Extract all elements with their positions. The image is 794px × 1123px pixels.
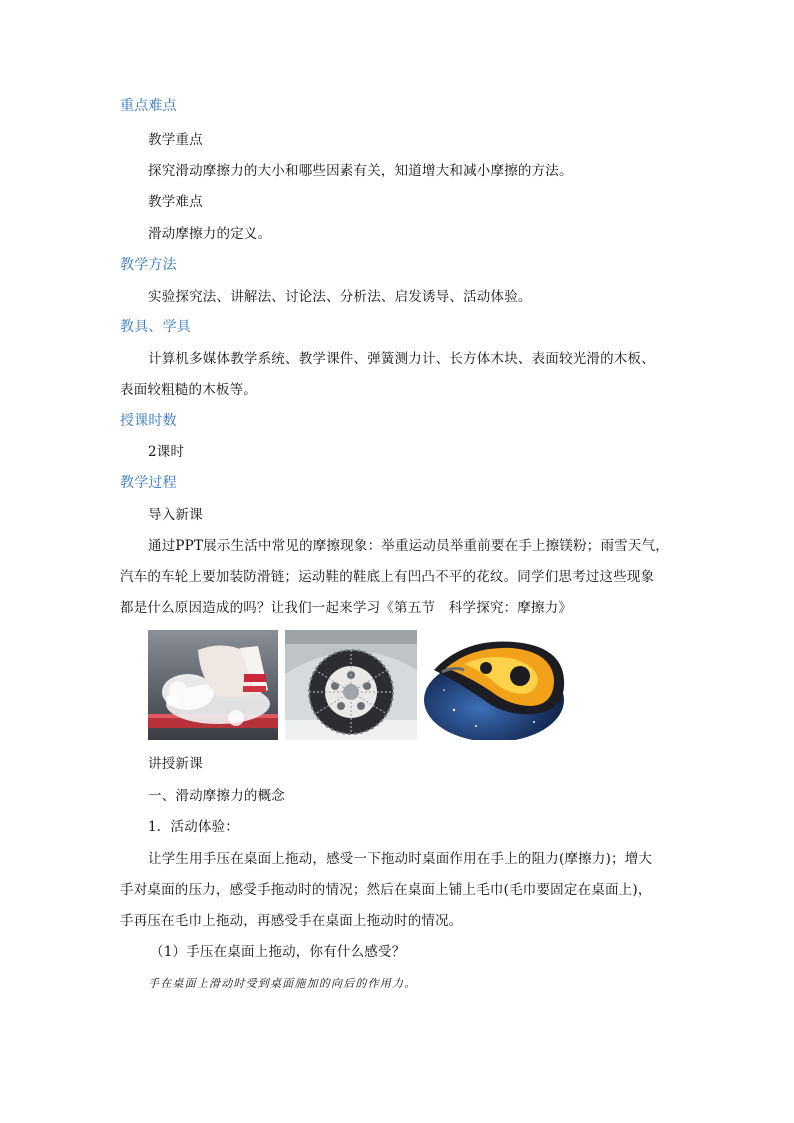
question-1: （1）手压在桌面上拖动，你有什么感受？: [150, 944, 406, 960]
teaching-difficulty-text: 滑动摩擦力的定义。: [148, 226, 272, 242]
intro-line2: 汽车的车轮上要加装防滑链；运动鞋的鞋底上有凹凸不平的花纹。同学们思考过这些现象: [120, 569, 655, 585]
tools-text-line2: 表面较粗糙的木板等。: [120, 382, 257, 398]
methods-text: 实验探究法、讲解法、讨论法、分析法、启发诱导、活动体验。: [148, 289, 532, 305]
activity-line1: 让学生用手压在桌面上拖动，感受一下拖动时桌面作用在手上的阻力(摩擦力)；增大: [148, 851, 653, 867]
teaching-difficulty-label: 教学难点: [148, 194, 203, 210]
activity-line2: 手对桌面的压力，感受手拖动时的情况；然后在桌面上铺上毛巾(毛巾要固定在桌面上)，: [120, 882, 652, 898]
key-points-heading: 重点难点: [120, 98, 177, 114]
methods-heading: 教学方法: [120, 257, 177, 273]
new-lesson-label: 讲授新课: [148, 756, 203, 772]
tools-text-line1: 计算机多媒体教学系统、教学课件、弹簧测力计、长方体木块、表面较光滑的木板、: [148, 351, 655, 367]
hours-text: 2课时: [148, 444, 185, 460]
teaching-focus-text: 探究滑动摩擦力的大小和哪些因素有关，知道增大和减小摩擦的方法。: [148, 163, 573, 179]
hours-heading: 授课时数: [120, 413, 177, 429]
intro-line1: 通过PPT展示生活中常见的摩擦现象：举重运动员举重前要在手上擦镁粉；雨雪天气，: [148, 538, 669, 554]
concept-title: 一、滑动摩擦力的概念: [148, 788, 285, 804]
chalk-hand-photo: [148, 630, 278, 740]
teaching-focus-label: 教学重点: [148, 132, 203, 148]
snow-chain-tire-photo: [285, 630, 417, 740]
intro-label: 导入新课: [148, 507, 203, 523]
activity-title: 1．活动体验：: [148, 819, 239, 835]
activity-line3: 手再压在毛巾上拖动，再感受手在桌面上拖动时的情况。: [120, 913, 463, 929]
sneaker-sole-photo: [424, 630, 572, 740]
answer-1: 手在桌面上滑动时受到桌面施加的向后的作用力。: [148, 977, 417, 990]
process-heading: 教学过程: [120, 475, 177, 491]
tools-heading: 教具、学具: [120, 319, 191, 335]
intro-line3: 都是什么原因造成的吗？让我们一起来学习《第五节 科学探究：摩擦力》: [120, 600, 573, 616]
